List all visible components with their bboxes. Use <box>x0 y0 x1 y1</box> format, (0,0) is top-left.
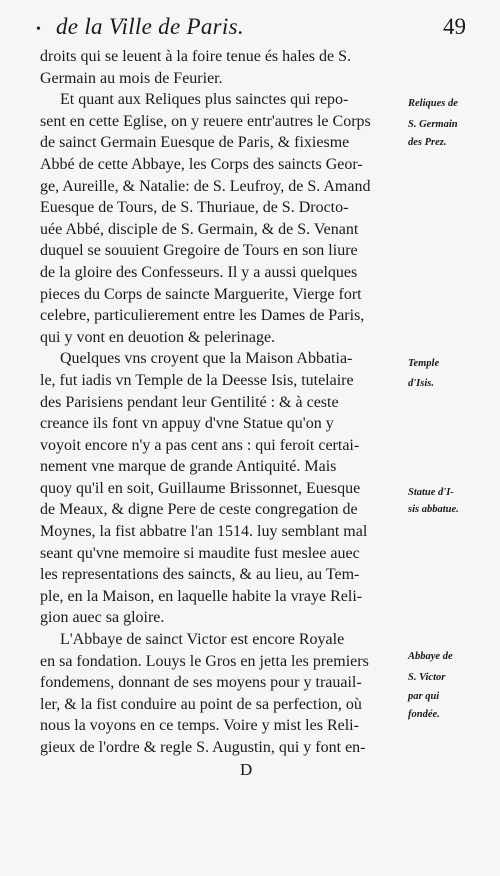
text-line: uée Abbé, disciple de S. Germain, & de S. Venant <box>40 220 359 238</box>
page-number: 49 <box>443 14 466 39</box>
text-line: fondemens, donnant de ses moyens pour y trauail- <box>40 674 362 692</box>
margin-note: Statue d'I- <box>408 487 454 498</box>
text-line: Et quant aux Reliques plus sainctes qui repo- <box>60 91 349 109</box>
margin-note: Temple <box>408 358 440 369</box>
text-line: ge, Aureille, & Natalie: de S. Leufroy, de S. Amand <box>40 177 371 195</box>
page-header <box>36 14 466 44</box>
text-line: des Parisiens pendant leur Gentilité : & à ceste <box>40 393 339 411</box>
text-line: Euesque de Tours, de S. Thuriaue, de S. Drocto- <box>40 199 349 217</box>
margin-note: sis abbatue. <box>408 504 459 515</box>
text-line: de la gloire des Confesseurs. Il y a aussi quelques <box>40 263 358 281</box>
text-line: qui y vont en deuotion & pelerinage. <box>40 328 276 346</box>
text-line: pieces du Corps de saincte Marguerite, Vierge fort <box>40 285 362 303</box>
text-line: quoy qu'il en soit, Guillaume Brissonnet, Euesque <box>40 479 361 497</box>
text-line: celebre, particulierement entre les Dames de Paris, <box>40 307 365 325</box>
text-line: Abbé de cette Abbaye, les Corps des saincts Geor- <box>40 155 363 173</box>
margin-note: d'Isis. <box>408 378 434 389</box>
text-line: Germain au mois de Feurier. <box>40 69 223 87</box>
margin-note: par qui <box>408 691 440 702</box>
text-line: les representations des saincts, & au lieu, au Tem- <box>40 566 360 584</box>
text-line: ple, en la Maison, en laquelle habite la vraye Reli- <box>40 587 363 605</box>
text-line: nous la voyons en ce temps. Voire y mist les Reli- <box>40 717 359 735</box>
text-line: de sainct Germain Euesque de Paris, & fixiesme <box>40 134 350 152</box>
text-line: Quelques vns croyent que la Maison Abbatia- <box>60 350 353 368</box>
text-line: sent en cette Eglise, on y reuere entr'autres le Corps <box>40 112 371 130</box>
text-line: voyoit encore n'y a pas cent ans : qui feroit certai- <box>40 436 360 454</box>
text-line: en sa fondation. Louys le Gros en jetta les premiers <box>40 652 369 670</box>
margin-note: Abbaye de <box>408 651 453 662</box>
running-title: de la Ville de Paris. <box>56 14 244 39</box>
margin-note: fondée. <box>408 709 440 720</box>
text-line: L'Abbaye de sainct Victor est encore Royale <box>60 631 345 649</box>
text-line: seant qu'vne memoire si maudite fust meslee auec <box>40 544 360 562</box>
signature-mark: D <box>240 759 253 779</box>
body-text <box>40 46 406 780</box>
header-bullet: • <box>36 22 41 37</box>
text-line: gion auec sa gloire. <box>40 609 165 627</box>
text-line: nement vne marque de grande Antiquité. Mais <box>40 458 337 476</box>
text-line: gieux de l'ordre & regle S. Augustin, qui y font en- <box>40 739 366 756</box>
margin-note: S. Germain <box>408 119 458 130</box>
text-line: de Meaux, & digne Pere de ceste congregation de <box>40 501 358 519</box>
text-line: creance ils font vn appuy d'vne Statue qu'on y <box>40 415 334 433</box>
text-line: droits qui se leuent à la foire tenue és hales de S. <box>40 48 352 65</box>
margin-note: des Prez. <box>408 137 447 148</box>
margin-note: S. Victor <box>408 672 446 683</box>
text-line: le, fut iadis vn Temple de la Deesse Isis, tutelaire <box>40 371 354 389</box>
text-line: ler, & la fist conduire au point de sa perfection, où <box>40 695 362 713</box>
margin-note: Reliques de <box>408 98 458 109</box>
text-line: duquel se souuient Gregoire de Tours en son liure <box>40 242 358 260</box>
text-line: Moynes, la fist abbatre l'an 1514. luy semblant mal <box>40 523 368 541</box>
